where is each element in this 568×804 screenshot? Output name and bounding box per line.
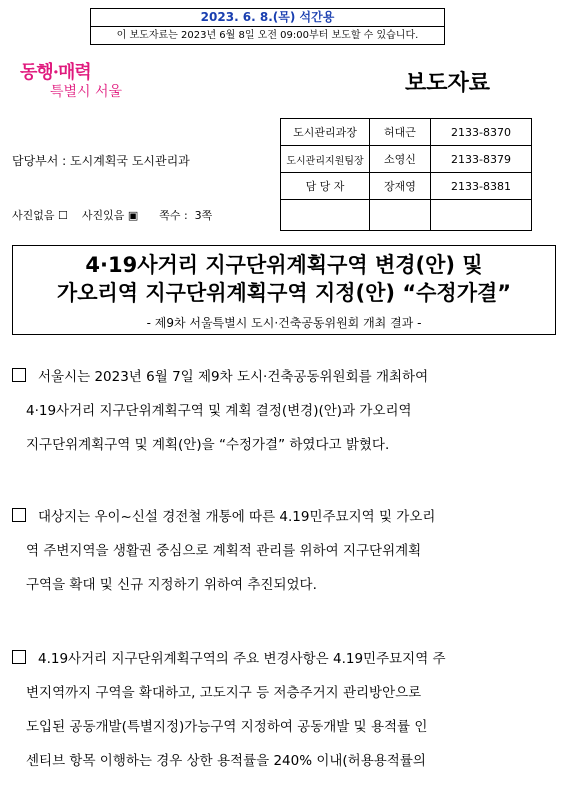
paragraph — [12, 642, 560, 778]
contact-row — [281, 146, 532, 173]
contact-role: 도시관리지원팀장 — [281, 146, 370, 173]
release-date: 2023. 6. 8.(목) 석간용 — [91, 9, 444, 27]
contact-name: 허대근 — [370, 119, 431, 146]
paragraph-line: 서울시는 2023년 6월 7일 제9차 도시·건축공동위원회를 개최하여 — [38, 369, 429, 385]
headline-subtitle: - 제9차 서울특별시 도시·건축공동위원회 개최 결과 - — [146, 316, 422, 330]
contact-phone: 2133-8379 — [431, 146, 532, 173]
contact-row-empty — [281, 200, 532, 231]
contact-role: 담 당 자 — [281, 173, 370, 200]
headline-box — [12, 245, 556, 335]
embargo-note: 이 보도자료는 2023년 6월 8일 오전 09:00부터 보도할 수 있습니다. — [116, 30, 419, 41]
doc-type-title: 보도자료 — [405, 71, 491, 96]
contact-table — [280, 118, 532, 231]
paragraph — [12, 500, 560, 602]
headline-line2: 가오리역 지구단위계획구역 지정(안) “수정가결” — [56, 281, 512, 305]
logo-line2: 특별시 서울 — [50, 84, 123, 100]
paragraph — [12, 360, 560, 462]
bullet-box — [12, 650, 26, 664]
headline-line1: 4·19사거리 지구단위계획구역 변경(안) 및 — [85, 253, 483, 277]
contact-phone: 2133-8381 — [431, 173, 532, 200]
paragraph-line: 역 주변지역을 생활권 중심으로 계획적 관리를 위하여 지구단위계획 — [26, 543, 422, 559]
paragraph-line: 대상지는 우이~신설 경전철 개통에 따른 4.19민주묘지역 및 가오리 — [38, 509, 436, 525]
contact-row — [281, 119, 532, 146]
contact-name: 장재영 — [370, 173, 431, 200]
contact-name: 소영신 — [370, 146, 431, 173]
paragraph-line: 도입된 공동개발(특별지정)가능구역 지정하여 공동개발 및 용적률 인 — [26, 719, 428, 735]
bullet-box — [12, 508, 26, 522]
contact-phone: 2133-8370 — [431, 119, 532, 146]
contact-role: 도시관리과장 — [281, 119, 370, 146]
embargo-box — [90, 8, 445, 45]
logo-line1: 동행·매력 — [20, 62, 91, 83]
paragraph-line: 4·19사거리 지구단위계획구역 및 계획 결정(변경)(안)과 가오리역 — [26, 403, 412, 419]
contact-row — [281, 173, 532, 200]
department: 담당부서 : 도시계획국 도시관리과 — [12, 154, 190, 168]
paragraph-line: 구역을 확대 및 신규 지정하기 위하여 추진되었다. — [26, 577, 317, 593]
paragraph-line: 센티브 항목 이행하는 경우 상한 용적률을 240% 이내(허용용적률의 — [26, 753, 426, 769]
paragraph-line: 4.19사거리 지구단위계획구역의 주요 변경사항은 4.19민주묘지역 주 — [38, 651, 446, 667]
bullet-box — [12, 368, 26, 382]
seoul-logo — [12, 56, 132, 104]
paragraph-line: 변지역까지 구역을 확대하고, 고도지구 등 저층주거지 관리방안으로 — [26, 685, 422, 701]
paragraph-line: 지구단위계획구역 및 계획(안)을 “수정가결” 하였다고 밝혔다. — [26, 437, 390, 453]
photo-info: 사진없음 ☐ 사진있음 ▣ 쪽수 : 3쪽 — [12, 209, 213, 222]
